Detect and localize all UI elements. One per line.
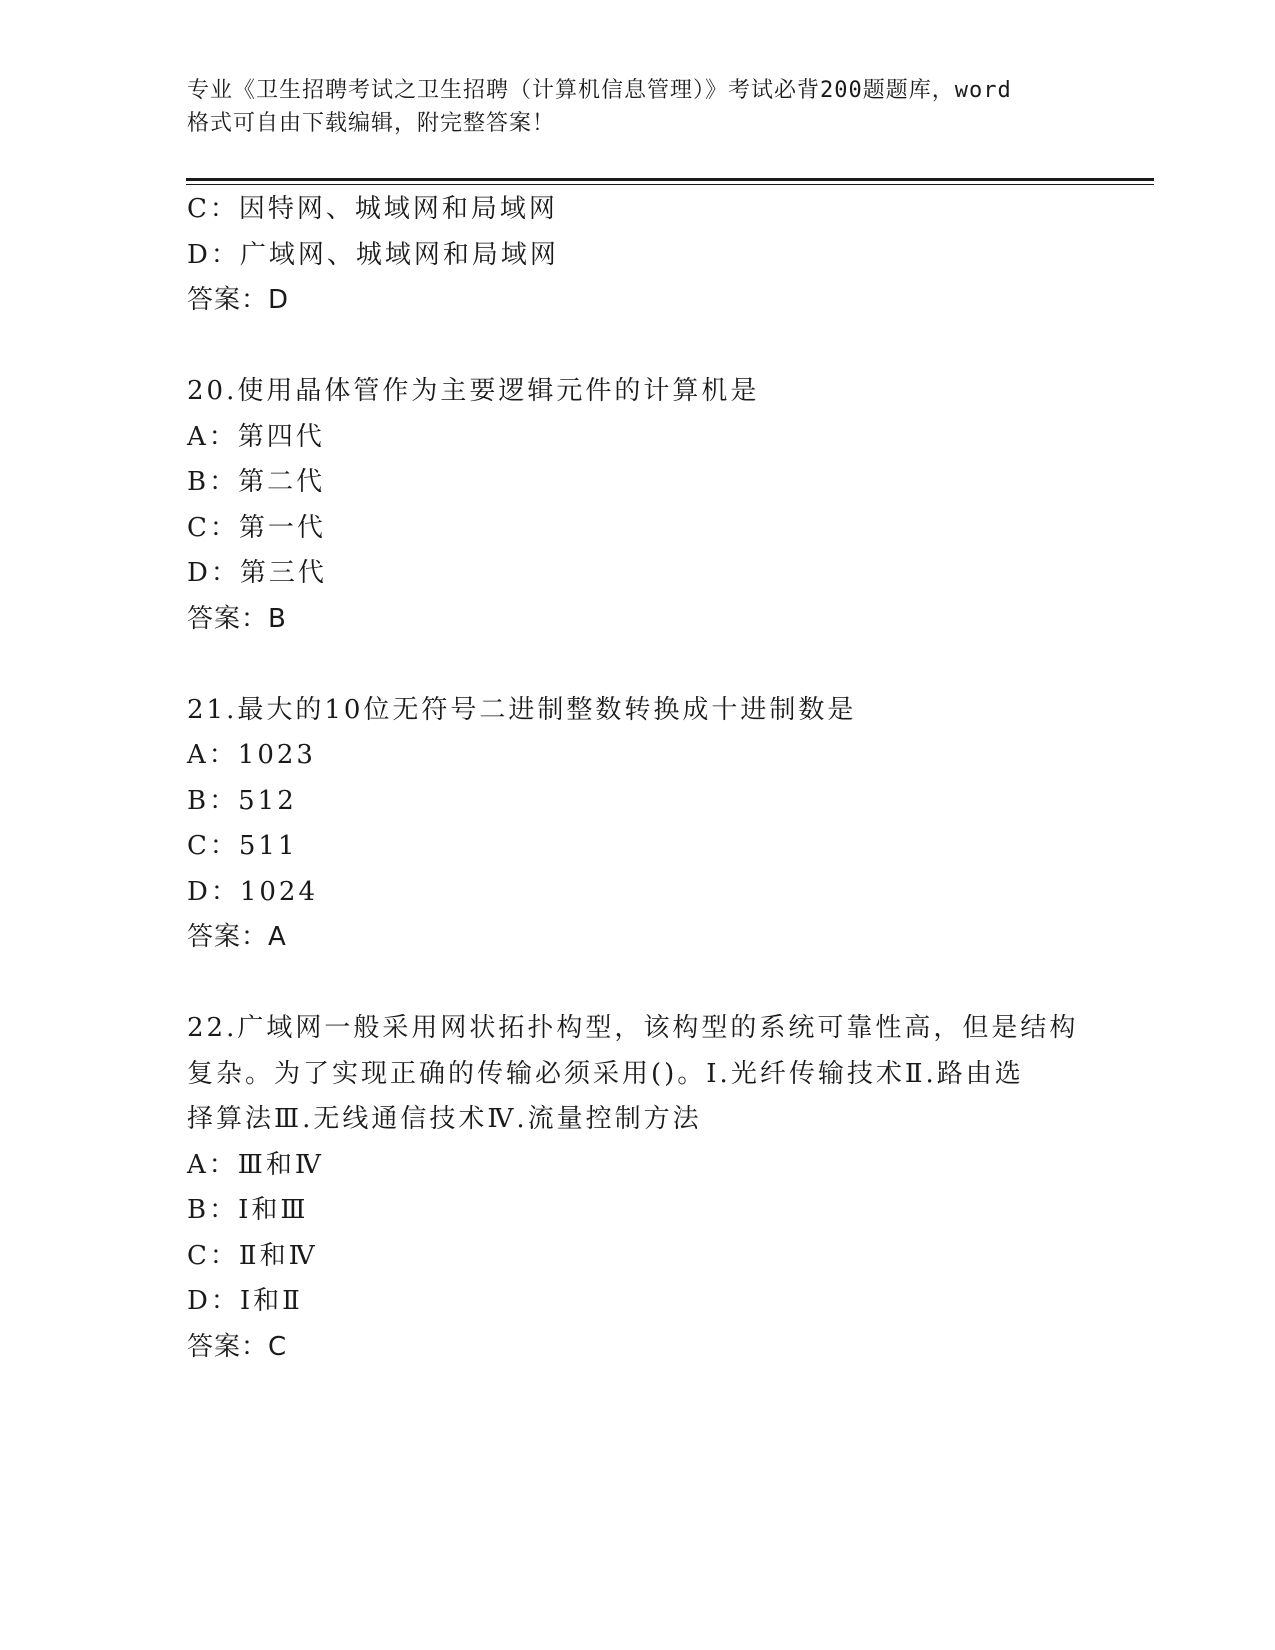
- option-d: D：广域网、城域网和局域网: [187, 239, 559, 270]
- option-b: B：512: [187, 785, 297, 816]
- answer-label: 答案：C: [187, 1331, 288, 1362]
- question-text-line-2: 复杂。为了实现正确的传输必须采用()。Ⅰ.光纤传输技术Ⅱ.路由选: [187, 1058, 1024, 1089]
- header-line-2: 格式可自由下载编辑，附完整答案！: [187, 111, 556, 136]
- spacer: [187, 324, 1087, 370]
- question-text: 21.最大的10位无符号二进制整数转换成十进制数是: [187, 694, 857, 725]
- question-block: [187, 369, 1087, 642]
- option-c: C：第一代: [187, 512, 326, 543]
- question-list: [187, 187, 1087, 1370]
- option-b: B：第二代: [187, 467, 326, 497]
- spacer: [187, 642, 1087, 688]
- question-text-line-1: 22.广域网一般采用网状拓扑构型，该构型的系统可靠性高，但是结构: [187, 1013, 1079, 1043]
- option-d: D：1024: [187, 876, 319, 907]
- spacer: [187, 961, 1087, 1007]
- document-header: [187, 74, 1087, 140]
- option-a: A：1023: [187, 740, 316, 770]
- option-a: A：Ⅲ和Ⅳ: [187, 1149, 324, 1180]
- option-c: C：511: [187, 831, 298, 861]
- answer-label: 答案：B: [187, 603, 287, 634]
- question-block: [187, 688, 1087, 961]
- option-c: C：Ⅱ和Ⅳ: [187, 1240, 318, 1271]
- header-divider-thin: [186, 184, 1154, 185]
- answer-label: 答案：A: [187, 922, 287, 952]
- option-a: A：第四代: [187, 421, 325, 452]
- answer-label: 答案：D: [187, 285, 290, 315]
- option-b: B：Ⅰ和Ⅲ: [187, 1195, 309, 1225]
- header-line-1: 专业《卫生招聘考试之卫生招聘（计算机信息管理）》考试必背200题题库，word: [187, 78, 1012, 103]
- option-d: D：第三代: [187, 558, 327, 588]
- option-c: C：因特网、城域网和局域网: [187, 194, 558, 224]
- option-d: D：Ⅰ和Ⅱ: [187, 1286, 303, 1316]
- question-block: [187, 1006, 1087, 1370]
- question-text: 20.使用晶体管作为主要逻辑元件的计算机是: [187, 376, 760, 406]
- header-divider-thick: [186, 178, 1154, 181]
- question-text-line-3: 择算法Ⅲ.无线通信技术Ⅳ.流量控制方法: [187, 1104, 702, 1134]
